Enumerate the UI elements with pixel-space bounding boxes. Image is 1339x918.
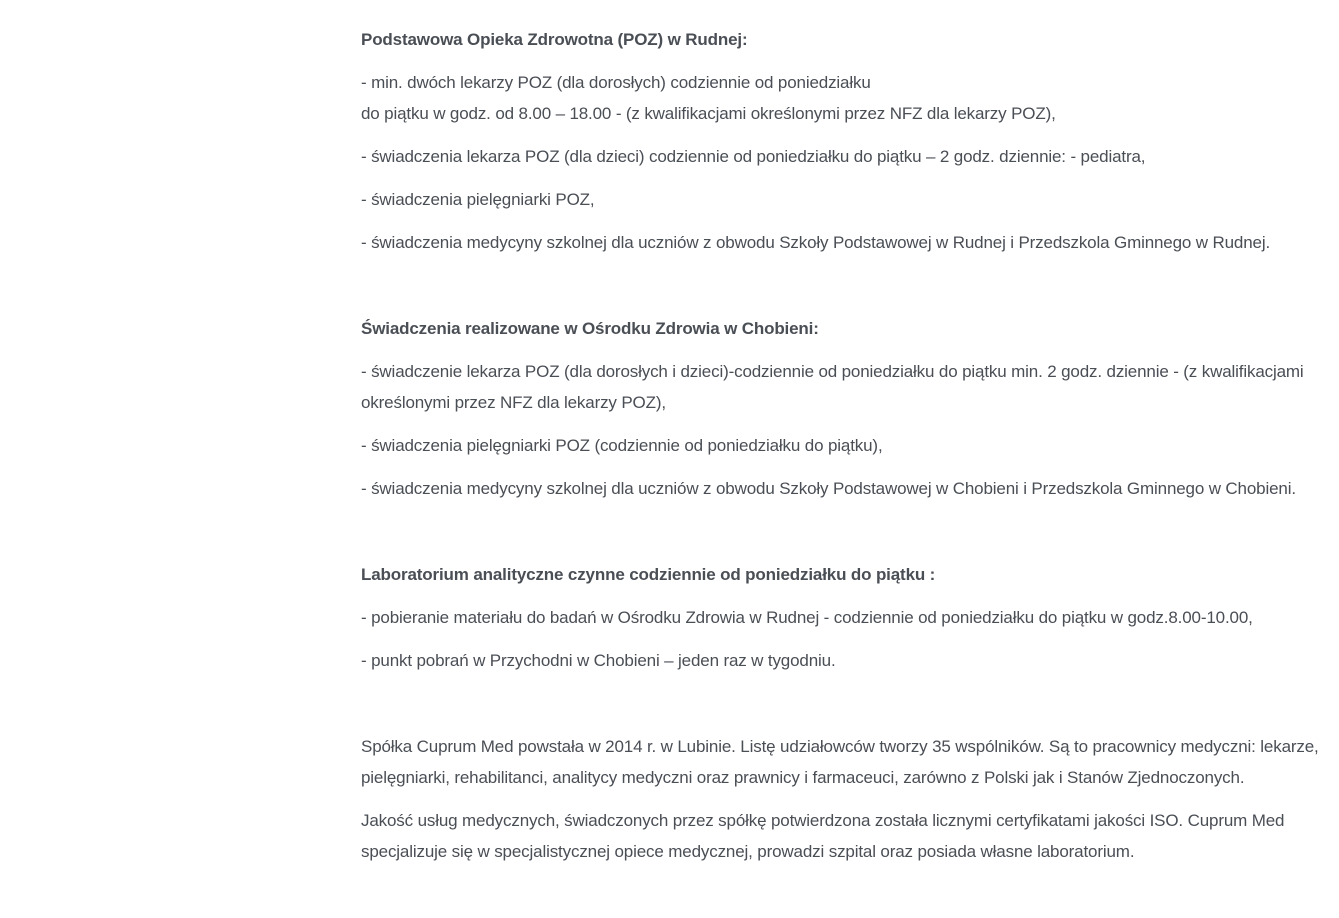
rudna-item-1-line-1: - min. dwóch lekarzy POZ (dla dorosłych) codziennie od poniedziałku — [361, 73, 871, 92]
rudna-item-1-line-2: do piątku w godz. od 8.00 – 18.00 - (z kwalifikacjami określonymi przez NFZ dla lekarzy POZ), — [361, 104, 1056, 123]
laboratorium-item-1: - pobieranie materiału do badań w Ośrodku Zdrowia w Rudnej - codziennie od poniedziałku do piątku w godz.8.00-10.00, — [361, 608, 1253, 627]
rudna-item-1 — [361, 67, 1327, 129]
article-content — [361, 24, 1327, 879]
rudna-heading: Podstawowa Opieka Zdrowotna (POZ) w Rudnej: — [361, 30, 748, 49]
section-spacer — [361, 270, 1327, 313]
about-paragraph-1: Spółka Cuprum Med powstała w 2014 r. w Lubinie. Listę udziałowców tworzy 35 wspólników. Są to pracownicy medyczni: lekarze, pielęgniarki, rehabilitanci, analitycy medyczni oraz prawnicy i farmaceuci, zarówno z Polski jak i Stanów Zjednoczonych. — [361, 737, 1319, 787]
section-spacer — [361, 688, 1327, 731]
rudna-item-2: - świadczenia lekarza POZ (dla dzieci) codziennie od poniedziałku do piątku – 2 godz. dziennie: - pediatra, — [361, 147, 1146, 166]
chobienia-item-1: - świadczenie lekarza POZ (dla dorosłych i dzieci)-codziennie od poniedziałku do piątku min. 2 godz. dziennie - (z kwalifikacjami określonymi przez NFZ dla lekarzy POZ), — [361, 362, 1304, 412]
section-spacer — [361, 516, 1327, 559]
rudna-item-4: - świadczenia medycyny szkolnej dla uczniów z obwodu Szkoły Podstawowej w Rudnej i Przedszkola Gminnego w Rudnej. — [361, 233, 1271, 252]
chobienia-item-2: - świadczenia pielęgniarki POZ (codziennie od poniedziałku do piątku), — [361, 436, 883, 455]
laboratorium-item-2: - punkt pobrań w Przychodni w Chobieni – jeden raz w tygodniu. — [361, 651, 836, 670]
about-paragraph-2: Jakość usług medycznych, świadczonych przez spółkę potwierdzona została licznymi certyfikatami jakości ISO. Cuprum Med specjalizuje się w specjalistycznej opiece medycznej, prowadzi szpital oraz posiada własne laboratorium. — [361, 811, 1285, 861]
chobienia-item-3: - świadczenia medycyny szkolnej dla uczniów z obwodu Szkoły Podstawowej w Chobieni i Przedszkola Gminnego w Chobieni. — [361, 479, 1296, 498]
rudna-item-3: - świadczenia pielęgniarki POZ, — [361, 190, 595, 209]
chobienia-heading: Świadczenia realizowane w Ośrodku Zdrowia w Chobieni: — [361, 319, 819, 338]
laboratorium-heading: Laboratorium analityczne czynne codziennie od poniedziałku do piątku : — [361, 565, 936, 584]
